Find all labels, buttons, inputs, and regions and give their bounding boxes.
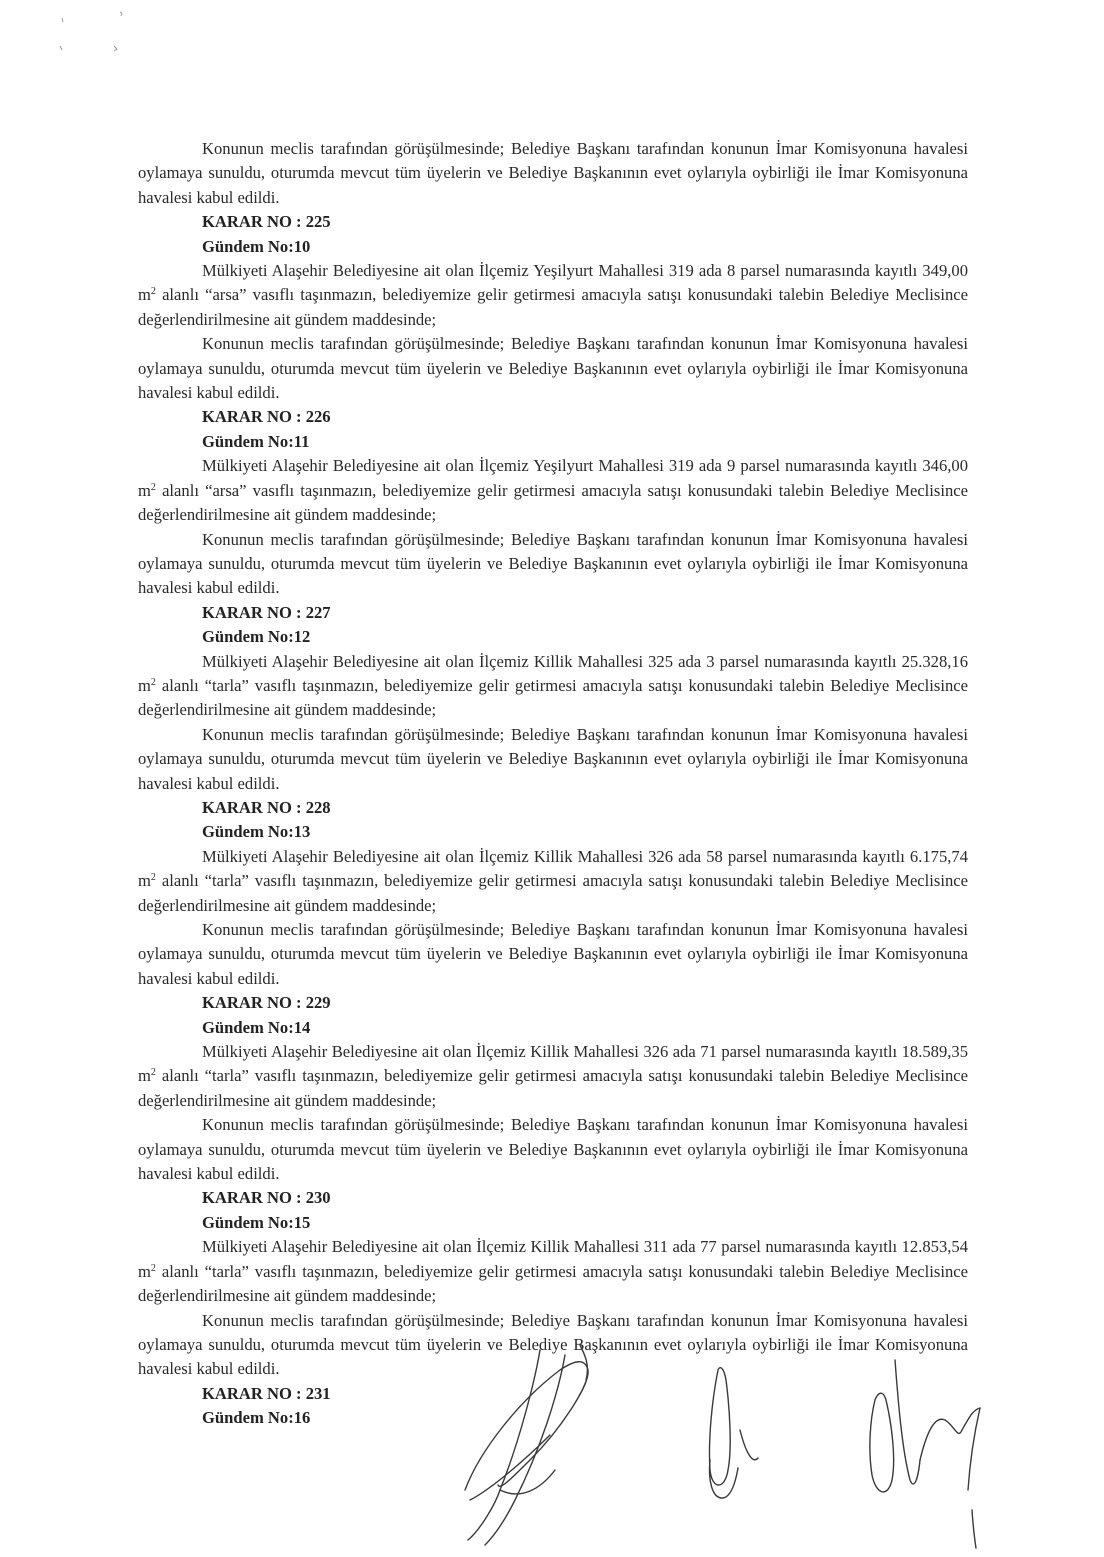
gundem-no: Gündem No:15: [202, 1212, 311, 1232]
signature-2-icon: [709, 1368, 758, 1498]
decision-text: Mülkiyeti Alaşehir Belediyesine ait olan İlçemiz Yeşilyurt Mahallesi 319 ada 8 parsel numarasında kayıtlı 349,00 $m^2$ alanlı “arsa” vasıflı taşınmazın, belediyemize gelir getirmesi amacıyla satışı konusundaki talebin Belediye Meclisince değerlendirilmesine ait gündem maddesinde;: [138, 261, 968, 329]
decision-block: [138, 991, 968, 1186]
decision-block: [138, 796, 968, 991]
karar-no: KARAR NO : 230: [202, 1188, 331, 1208]
decision-result: Konunun meclis tarafından görüşülmesinde; Belediye Başkanı tarafından konunun İmar Komisyonuna havalesi oylamaya sunuldu, oturumda mevcut tüm üyelerin ve Belediye Başkanının evet oylarıyla oybirliği ile İmar Komisyonuna havalesi kabul edildi.: [138, 334, 968, 403]
decision-text: Mülkiyeti Alaşehir Belediyesine ait olan İlçemiz Killik Mahallesi 325 ada 3 parsel numarasında kayıtlı 25.328,16 $m^2$ alanlı “tarla” vasıflı taşınmazın, belediyemize gelir getirmesi amacıyla satışı konusundaki talebin Belediye Meclisince değerlendirilmesine ait gündem maddesinde;: [138, 651, 968, 720]
gundem-no: Gündem No:16: [202, 1408, 311, 1428]
decision-text: Mülkiyeti Alaşehir Belediyesine ait olan İlçemiz Killik Mahallesi 326 ada 71 parsel numarasında kayıtlı 18.589,35 $m^2$ alanlı “tarla” vasıflı taşınmazın, belediyemize gelir getirmesi amacıyla satışı konusundaki talebin Belediye Meclisince değerlendirilmesine ait gündem maddesinde;: [138, 1042, 968, 1110]
intro-paragraph: Konunun meclis tarafından görüşülmesinde; Belediye Başkanı tarafından konunun İmar Komisyonuna havalesi oylamaya sunuldu, oturumda mevcut tüm üyelerin ve Belediye Başkanının evet oylarıyla oybirliği ile İmar Komisyonuna havalesi kabul edildi.: [138, 139, 968, 207]
decision-result: Konunun meclis tarafından görüşülmesinde; Belediye Başkanı tarafından konunun İmar Komisyonuna havalesi oylamaya sunuldu, oturumda mevcut tüm üyelerin ve Belediye Başkanının evet oylarıyla oybirliği ile İmar Komisyonuna havalesi kabul edildi.: [138, 920, 968, 988]
gundem-no: Gündem No:11: [202, 431, 310, 451]
signature-3-icon: [870, 1360, 980, 1548]
decision-block: [138, 210, 968, 405]
signature-1-icon: [465, 1345, 588, 1545]
karar-no: KARAR NO : 227: [202, 602, 331, 622]
gundem-no: Gündem No:12: [202, 627, 311, 647]
scan-speck-icon: [50, 6, 130, 56]
decision-result: Konunun meclis tarafından görüşülmesinde; Belediye Başkanı tarafından konunun İmar Komisyonuna havalesi oylamaya sunuldu, oturumda mevcut tüm üyelerin ve Belediye Başkanının evet oylarıyla oybirliği ile İmar Komisyonuna havalesi kabul edildi.: [138, 1115, 968, 1184]
karar-no: KARAR NO : 228: [202, 797, 331, 817]
signatures: [440, 1340, 1000, 1550]
document-body: [138, 137, 968, 1431]
decision-text: Mülkiyeti Alaşehir Belediyesine ait olan İlçemiz Killik Mahallesi 311 ada 77 parsel numarasında kayıtlı 12.853,54 $m^2$ alanlı “tarla” vasıflı taşınmazın, belediyemize gelir getirmesi amacıyla satışı konusundaki talebin Belediye Meclisince değerlendirilmesine ait gündem maddesinde;: [138, 1237, 968, 1306]
decision-result: Konunun meclis tarafından görüşülmesinde; Belediye Başkanı tarafından konunun İmar Komisyonuna havalesi oylamaya sunuldu, oturumda mevcut tüm üyelerin ve Belediye Başkanının evet oylarıyla oybirliği ile İmar Komisyonuna havalesi kabul edildi.: [138, 529, 968, 598]
decision-text: Mülkiyeti Alaşehir Belediyesine ait olan İlçemiz Yeşilyurt Mahallesi 319 ada 9 parsel numarasında kayıtlı 346,00 $m^2$ alanlı “arsa” vasıflı taşınmazın, belediyemize gelir getirmesi amacıyla satışı konusundaki talebin Belediye Meclisince değerlendirilmesine ait gündem maddesinde;: [138, 456, 968, 525]
karar-no: KARAR NO : 226: [202, 407, 331, 427]
karar-no: KARAR NO : 225: [202, 212, 331, 232]
decision-block: [138, 405, 968, 600]
scan-marks: [50, 6, 130, 58]
decision-result: Konunun meclis tarafından görüşülmesinde; Belediye Başkanı tarafından konunun İmar Komisyonuna havalesi oylamaya sunuldu, oturumda mevcut tüm üyelerin ve Belediye Başkanının evet oylarıyla oybirliği ile İmar Komisyonuna havalesi kabul edildi.: [138, 724, 968, 793]
gundem-no: Gündem No:14: [202, 1017, 311, 1037]
decision-text: Mülkiyeti Alaşehir Belediyesine ait olan İlçemiz Killik Mahallesi 326 ada 58 parsel numarasında kayıtlı 6.175,74 $m^2$ alanlı “tarla” vasıflı taşınmazın, belediyemize gelir getirmesi amacıyla satışı konusundaki talebin Belediye Meclisince değerlendirilmesine ait gündem maddesinde;: [138, 846, 968, 915]
karar-no: KARAR NO : 231: [202, 1383, 331, 1403]
decision-block: [138, 601, 968, 796]
gundem-no: Gündem No:10: [202, 236, 311, 256]
decision-result: Konunun meclis tarafından görüşülmesinde; Belediye Başkanı tarafından konunun İmar Komisyonuna havalesi oylamaya sunuldu, oturumda mevcut tüm üyelerin ve Belediye Başkanının evet oylarıyla oybirliği ile İmar Komisyonuna havalesi kabul edildi.: [138, 1310, 968, 1379]
karar-no: KARAR NO : 229: [202, 993, 331, 1013]
gundem-no: Gündem No:13: [202, 822, 311, 842]
